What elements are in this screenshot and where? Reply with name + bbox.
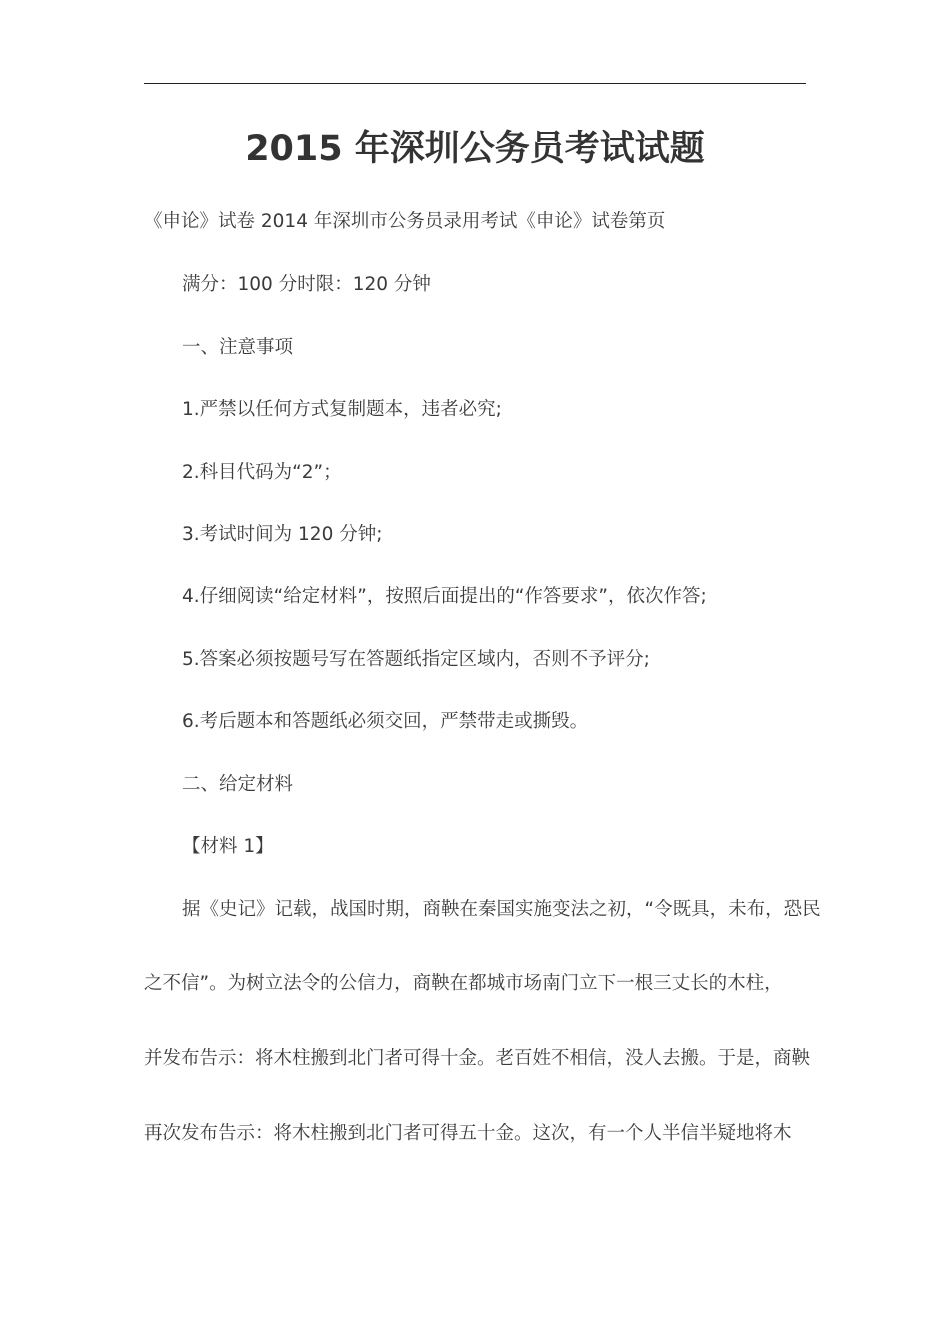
header-rule [144, 83, 806, 84]
document-title: 2015 年深圳公务员考试试题 [245, 129, 705, 169]
material-paragraph-line: 并发布告示：将木柱搬到北门者可得十金。老百姓不相信，没人去搬。于是，商鞅 [144, 1048, 811, 1069]
note-item: 2.科目代码为“2”； [182, 462, 342, 483]
subtitle-line: 《申论》试卷 2014 年深圳市公务员录用考试《申论》试卷第页 [144, 211, 666, 232]
note-item: 5.答案必须按题号写在答题纸指定区域内，否则不予评分; [182, 649, 650, 670]
note-item: 1.严禁以任何方式复制题本，违者必究; [182, 399, 502, 420]
material-paragraph-line: 再次发布告示：将木柱搬到北门者可得五十金。这次，有一个人半信半疑地将木 [144, 1123, 792, 1144]
material-label: 【材料 1】 [182, 836, 274, 857]
section-heading-notes: 一、注意事项 [182, 337, 294, 358]
score-time-line: 满分：100 分时限：120 分钟 [182, 274, 431, 295]
material-paragraph-line: 据《史记》记载，战国时期，商鞅在秦国实施变法之初，“令既具，未布，恐民 [182, 899, 821, 920]
section-heading-materials: 二、给定材料 [182, 774, 294, 795]
material-paragraph-line: 之不信”。为树立法令的公信力，商鞅在都城市场南门立下一根三丈长的木柱， [144, 973, 783, 994]
note-item: 3.考试时间为 120 分钟; [182, 524, 383, 545]
note-item: 4.仔细阅读“给定材料”，按照后面提出的“作答要求”，依次作答; [182, 586, 707, 607]
note-item: 6.考后题本和答题纸必须交回，严禁带走或撕毁。 [182, 711, 589, 732]
